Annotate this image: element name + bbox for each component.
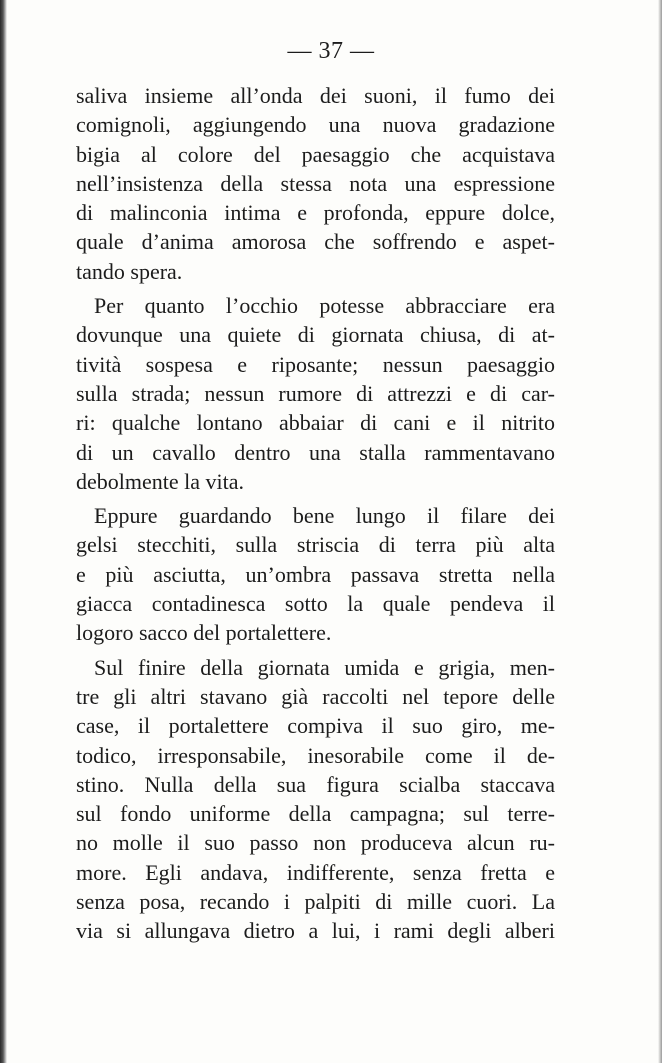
text-line: bigia al colore del paesaggio che acquistava — [76, 141, 555, 167]
text-line: dovunque una quiete di giornata chiusa, di at- — [76, 322, 555, 348]
text-line: di malinconia intima e profonda, eppure dolce, — [76, 200, 555, 226]
text-line: quale d’anima amorosa che soffrendo e aspet- — [76, 229, 555, 255]
text-line: sulla strada; nessun rumore di attrezzi e di car- — [76, 380, 555, 406]
text-line: stino. Nulla della sua figura scialba staccava — [76, 771, 555, 797]
text-line: debolmente la vita. — [76, 468, 244, 494]
text-line: Per quanto l’occhio potesse abbracciare era — [94, 293, 555, 319]
text-line: gelsi stecchiti, sulla striscia di terra più alta — [76, 532, 555, 558]
text-line: Eppure guardando bene lungo il filare dei — [94, 503, 555, 529]
paragraph-2 — [76, 291, 555, 496]
text-line: case, il portalettere compiva il suo giro, me- — [76, 713, 555, 739]
page-right-edge — [658, 0, 662, 1063]
page-binding-edge — [0, 0, 7, 1063]
text-line: no molle il suo passo non produceva alcun ru- — [76, 830, 555, 856]
text-line: di un cavallo dentro una stalla rammentavano — [76, 439, 555, 465]
paragraph-3 — [76, 501, 555, 647]
text-line: logoro sacco del portalettere. — [76, 620, 332, 646]
text-line: tando spera. — [76, 258, 183, 284]
body-text — [76, 81, 555, 946]
text-line: saliva insieme all’onda dei suoni, il fumo dei — [76, 83, 555, 108]
text-line: ri: qualche lontano abbaiar di cani e il nitrito — [76, 410, 555, 436]
page-number: — 37 — — [287, 38, 375, 64]
paragraph-4 — [76, 653, 555, 946]
text-line: tività sospesa e riposante; nessun paesaggio — [76, 351, 555, 377]
text-line: Sul finire della giornata umida e grigia, men- — [94, 654, 555, 680]
text-line: senza posa, recando i palpiti di mille cuori. La — [76, 889, 555, 915]
text-line: nell’insistenza della stessa nota una espressione — [76, 170, 555, 196]
paragraph-1 — [76, 81, 555, 286]
text-line: via si allungava dietro a lui, i rami degli alberi — [76, 918, 555, 944]
text-line: giacca contadinesca sotto la quale pendeva il — [76, 591, 555, 617]
text-line: sul fondo uniforme della campagna; sul terre- — [76, 801, 555, 827]
text-line: e più asciutta, un’ombra passava stretta nella — [76, 561, 555, 587]
text-line: more. Egli andava, indifferente, senza fretta e — [76, 859, 555, 885]
text-line: todico, irresponsabile, inesorabile come il de- — [76, 742, 555, 768]
text-line: comignoli, aggiungendo una nuova gradazione — [76, 112, 555, 138]
text-line: tre gli altri stavano già raccolti nel tepore delle — [76, 683, 555, 709]
